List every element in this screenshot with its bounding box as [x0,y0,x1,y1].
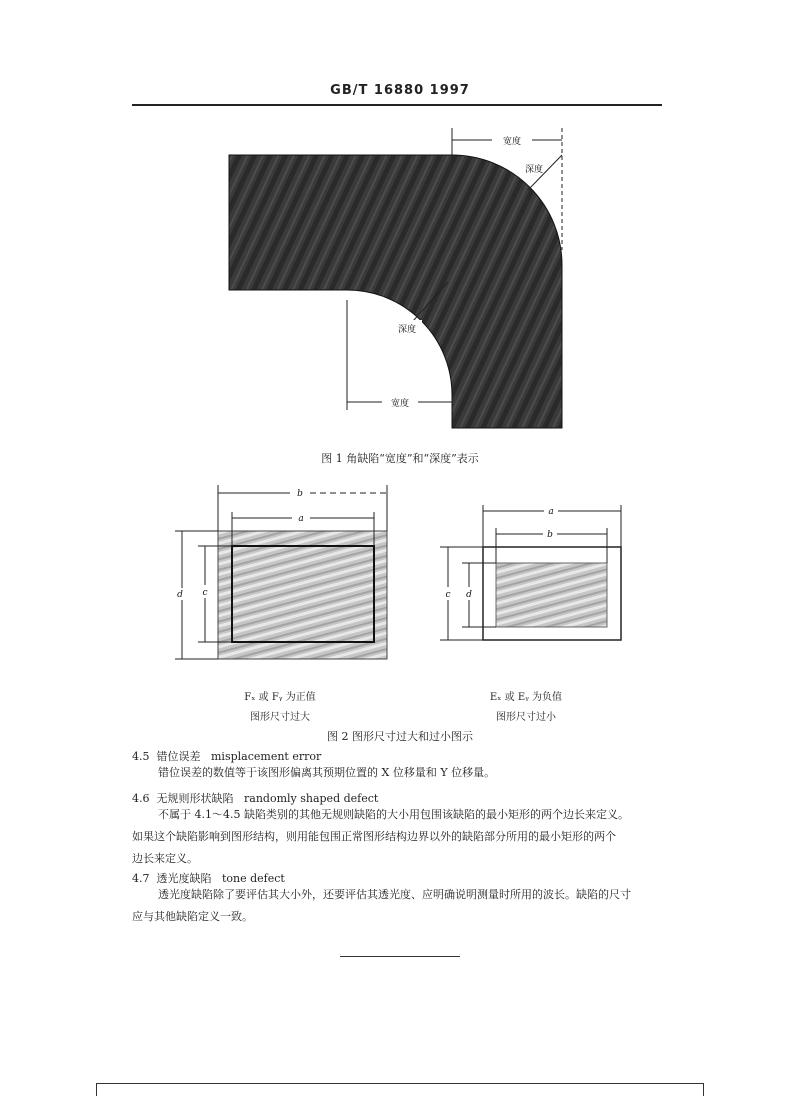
top-depth-label: 深度 [524,165,544,175]
section-title-en: misplacement error [211,750,322,763]
figure-2-right-sub-2: 图形尺寸过小 [496,712,556,723]
section-number: 4.7 [132,872,150,885]
figure-1-corner-defect [0,110,800,440]
right-dim-c: c [445,590,451,600]
section-title: 错位误差 [156,750,201,763]
section-title: 无规则形状缺陷 [156,792,234,805]
section-4-6-line-2: 如果这个缺陷影响到图形结构，则用能包围正常图形结构边界以外的缺陷部分所用的最小矩形的两个 [132,830,616,843]
section-4-7-line-1: 透光度缺陷除了要评估其大小外，还要评估其透光度、应明确说明测量时所用的波长。缺陷的尺寸 [158,888,631,901]
section-title-en: tone defect [222,872,285,885]
section-number: 4.6 [132,792,150,805]
section-title-en: randomly shaped defect [244,792,379,805]
top-width-label: 宽度 [502,137,522,147]
oversize-pattern [218,531,387,659]
section-4-6-line-3: 边长来定义。 [132,852,198,865]
figure-2-size-diagram [0,480,800,680]
right-dim-a: a [548,507,554,517]
figure-2-right-sub-1: Eₓ 或 Eᵧ 为负值 [489,692,563,703]
bottom-width-label: 宽度 [390,399,410,409]
section-number: 4.5 [132,750,150,763]
section-4-5-line-1: 错位误差的数值等于该图形偏离其预期位置的 X 位移量和 Y 位移量。 [158,766,496,779]
figure-2-left-sub-1: Fₓ 或 Fᵧ 为正值 [244,692,316,703]
section-4-6-line-1: 不属于 4.1～4.5 缺陷类别的其他无规则缺陷的大小用包围该缺陷的最小矩形的两个边长来定义。 [158,808,629,821]
section-4-7-line-2: 应与其他缺陷定义一致。 [132,910,253,923]
left-dim-a: a [298,514,304,524]
end-rule [340,956,460,957]
left-dim-d: d [177,590,183,600]
inner-depth-label: 深度 [397,325,417,335]
corner-pattern-shape [229,155,562,428]
undersize-pattern [496,563,607,627]
left-dim-c: c [202,588,208,598]
figure-1-caption: 图 1 角缺陷“宽度”和“深度”表示 [321,452,479,465]
header-rule [132,104,662,106]
figure-2-left-sub-2: 图形尺寸过大 [250,712,310,723]
page-bottom-frame [96,1083,704,1096]
left-dim-b: b [297,489,303,499]
figure-2-caption: 图 2 图形尺寸过大和过小图示 [327,730,473,743]
right-dim-d: d [466,590,472,600]
section-title: 透光度缺陷 [156,872,212,885]
right-dim-b: b [547,530,553,540]
standard-code: GB/T 16880 1997 [330,83,470,98]
